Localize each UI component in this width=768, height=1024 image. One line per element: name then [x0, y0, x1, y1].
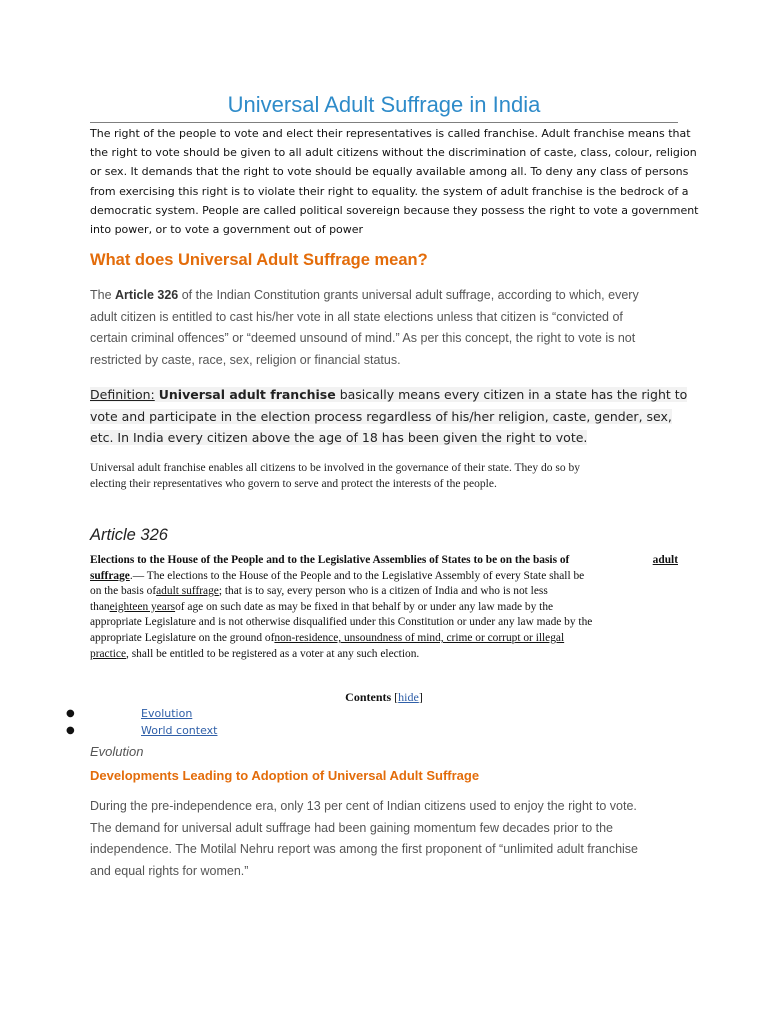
paragraph-line: independence. The Motilal Nehru report was among the first proponent of “unlimited adult franchise: [90, 842, 638, 857]
link-adult-suffrage: adult suffrage: [156, 585, 219, 598]
article-line: [90, 569, 678, 585]
text-run: , shall be entitled to be registered as a voter at any such election.: [126, 647, 420, 660]
link-practice: practice: [90, 647, 127, 660]
intro-line: The right of the people to vote and elect their representatives is called franchise. Adult franchise means that: [90, 127, 691, 140]
article-bold-heading: Elections to the House of the People and to the Legislative Assemblies of States to be on the basis of: [90, 554, 570, 566]
article-326-bold: Article 326: [115, 288, 179, 302]
definition-term: Universal adult franchise: [158, 387, 336, 402]
link-grounds: non-residence, unsoundness of mind, crime or corrupt or illegal: [274, 631, 565, 644]
text-run: The: [90, 288, 116, 302]
definition-line: [90, 384, 688, 406]
article-line: [90, 553, 678, 569]
definition-line: [90, 427, 670, 449]
paragraph-line: During the pre-independence era, only 13 per cent of Indian citizens used to enjoy the right to vote.: [90, 799, 637, 813]
paragraph-line: adult citizen is entitled to cast his/her vote in all state elections unless that citizen is “convicted of: [90, 309, 623, 324]
paragraph-line: certain criminal offences” or “deemed unsound of mind.” As per this concept, the right to vote is not: [90, 331, 636, 346]
hide-link[interactable]: hide: [398, 690, 419, 704]
text-run: than: [90, 600, 110, 613]
article-text: [90, 553, 678, 662]
link-suffrage: suffrage: [90, 569, 130, 582]
article-line: [90, 584, 678, 600]
text-run: [: [391, 690, 399, 704]
intro-line: from exercising this right is to violate their right to equality. the system of adult franchise is the bedrock of a: [90, 184, 689, 198]
text-run: of age on such date as may be fixed in that behalf by or under any law made by the: [175, 600, 554, 613]
text-run: on the basis of: [90, 585, 157, 598]
article-line: [90, 615, 678, 631]
evolution-label: Evolution: [90, 744, 144, 759]
heading-developments: Developments Leading to Adoption of Universal Adult Suffrage: [90, 768, 480, 783]
link-eighteen-years: eighteen years: [109, 600, 176, 613]
table-of-contents: [60, 706, 360, 739]
text-run: ]: [418, 690, 423, 704]
page-title: Universal Adult Suffrage in India: [90, 90, 678, 123]
text-run: basically means every citizen in a state has the right to: [335, 387, 688, 402]
article-line: [90, 631, 678, 647]
intro-line: into power, or to vote a government out of power: [90, 223, 364, 237]
definition-block: [90, 384, 688, 449]
bullet-icon: ●: [66, 724, 75, 736]
franchise-note: [90, 461, 680, 492]
text-run: etc. In India every citizen above the age of 18 has been given the right to vote.: [90, 430, 588, 446]
link-adult: adult: [652, 554, 678, 566]
article-line: [90, 600, 678, 616]
text-run: appropriate Legislature and is not otherwise disqualified under this Constitution or under any law made by the: [90, 616, 593, 629]
paragraph-line: [90, 285, 680, 307]
contents-label: Contents: [345, 690, 392, 704]
definition-label: Definition:: [90, 387, 155, 402]
evolution-paragraph: [90, 796, 680, 882]
toc-item: [60, 706, 360, 723]
toc-link-evolution[interactable]: Evolution: [141, 707, 193, 720]
toc-item: [60, 723, 360, 740]
text-run: appropriate Legislature on the ground of: [90, 631, 275, 644]
paragraph-line: The demand for universal adult suffrage had been gaining momentum few decades prior to the: [90, 820, 614, 835]
article-326-paragraph: [90, 285, 680, 371]
note-line: Universal adult franchise enables all citizens to be involved in the governance of their state. They do so by: [90, 462, 580, 474]
text-run: vote and participate in the election process regardless of his/her religion, caste, gender, sex,: [90, 408, 672, 424]
toc-link-world-context[interactable]: World context: [141, 723, 218, 737]
text-run: .— The elections to the House of the People and to the Legislative Assembly of every State shall be: [129, 569, 585, 582]
contents-header: [0, 690, 768, 705]
intro-paragraph: [90, 124, 699, 239]
paragraph-line: and equal rights for women.”: [90, 863, 249, 878]
intro-line: democratic system. People are called political sovereign because they possess the right to vote a government: [90, 203, 699, 217]
intro-line: or sex. It demands that the right to vote should be equally available among all. To deny any class of persons: [90, 165, 689, 179]
article-line: [90, 647, 678, 663]
heading-meaning: What does Universal Adult Suffrage mean?: [90, 251, 428, 269]
text-run: of the Indian Constitution grants universal adult suffrage, according to which, every: [178, 288, 639, 302]
article-heading: Article 326: [90, 526, 168, 544]
intro-line: the right to vote should be given to all adult citizens without the discrimination of caste, class, colour, religion: [90, 146, 697, 160]
note-line: electing their representatives who govern to serve and protect the interests of the people.: [90, 477, 497, 490]
definition-line: [90, 406, 670, 428]
text-run: ; that is to say, every person who is a citizen of India and who is not less: [218, 585, 548, 598]
paragraph-line: restricted by caste, race, sex, religion or financial status.: [90, 352, 401, 367]
bullet-icon: ●: [66, 708, 75, 719]
